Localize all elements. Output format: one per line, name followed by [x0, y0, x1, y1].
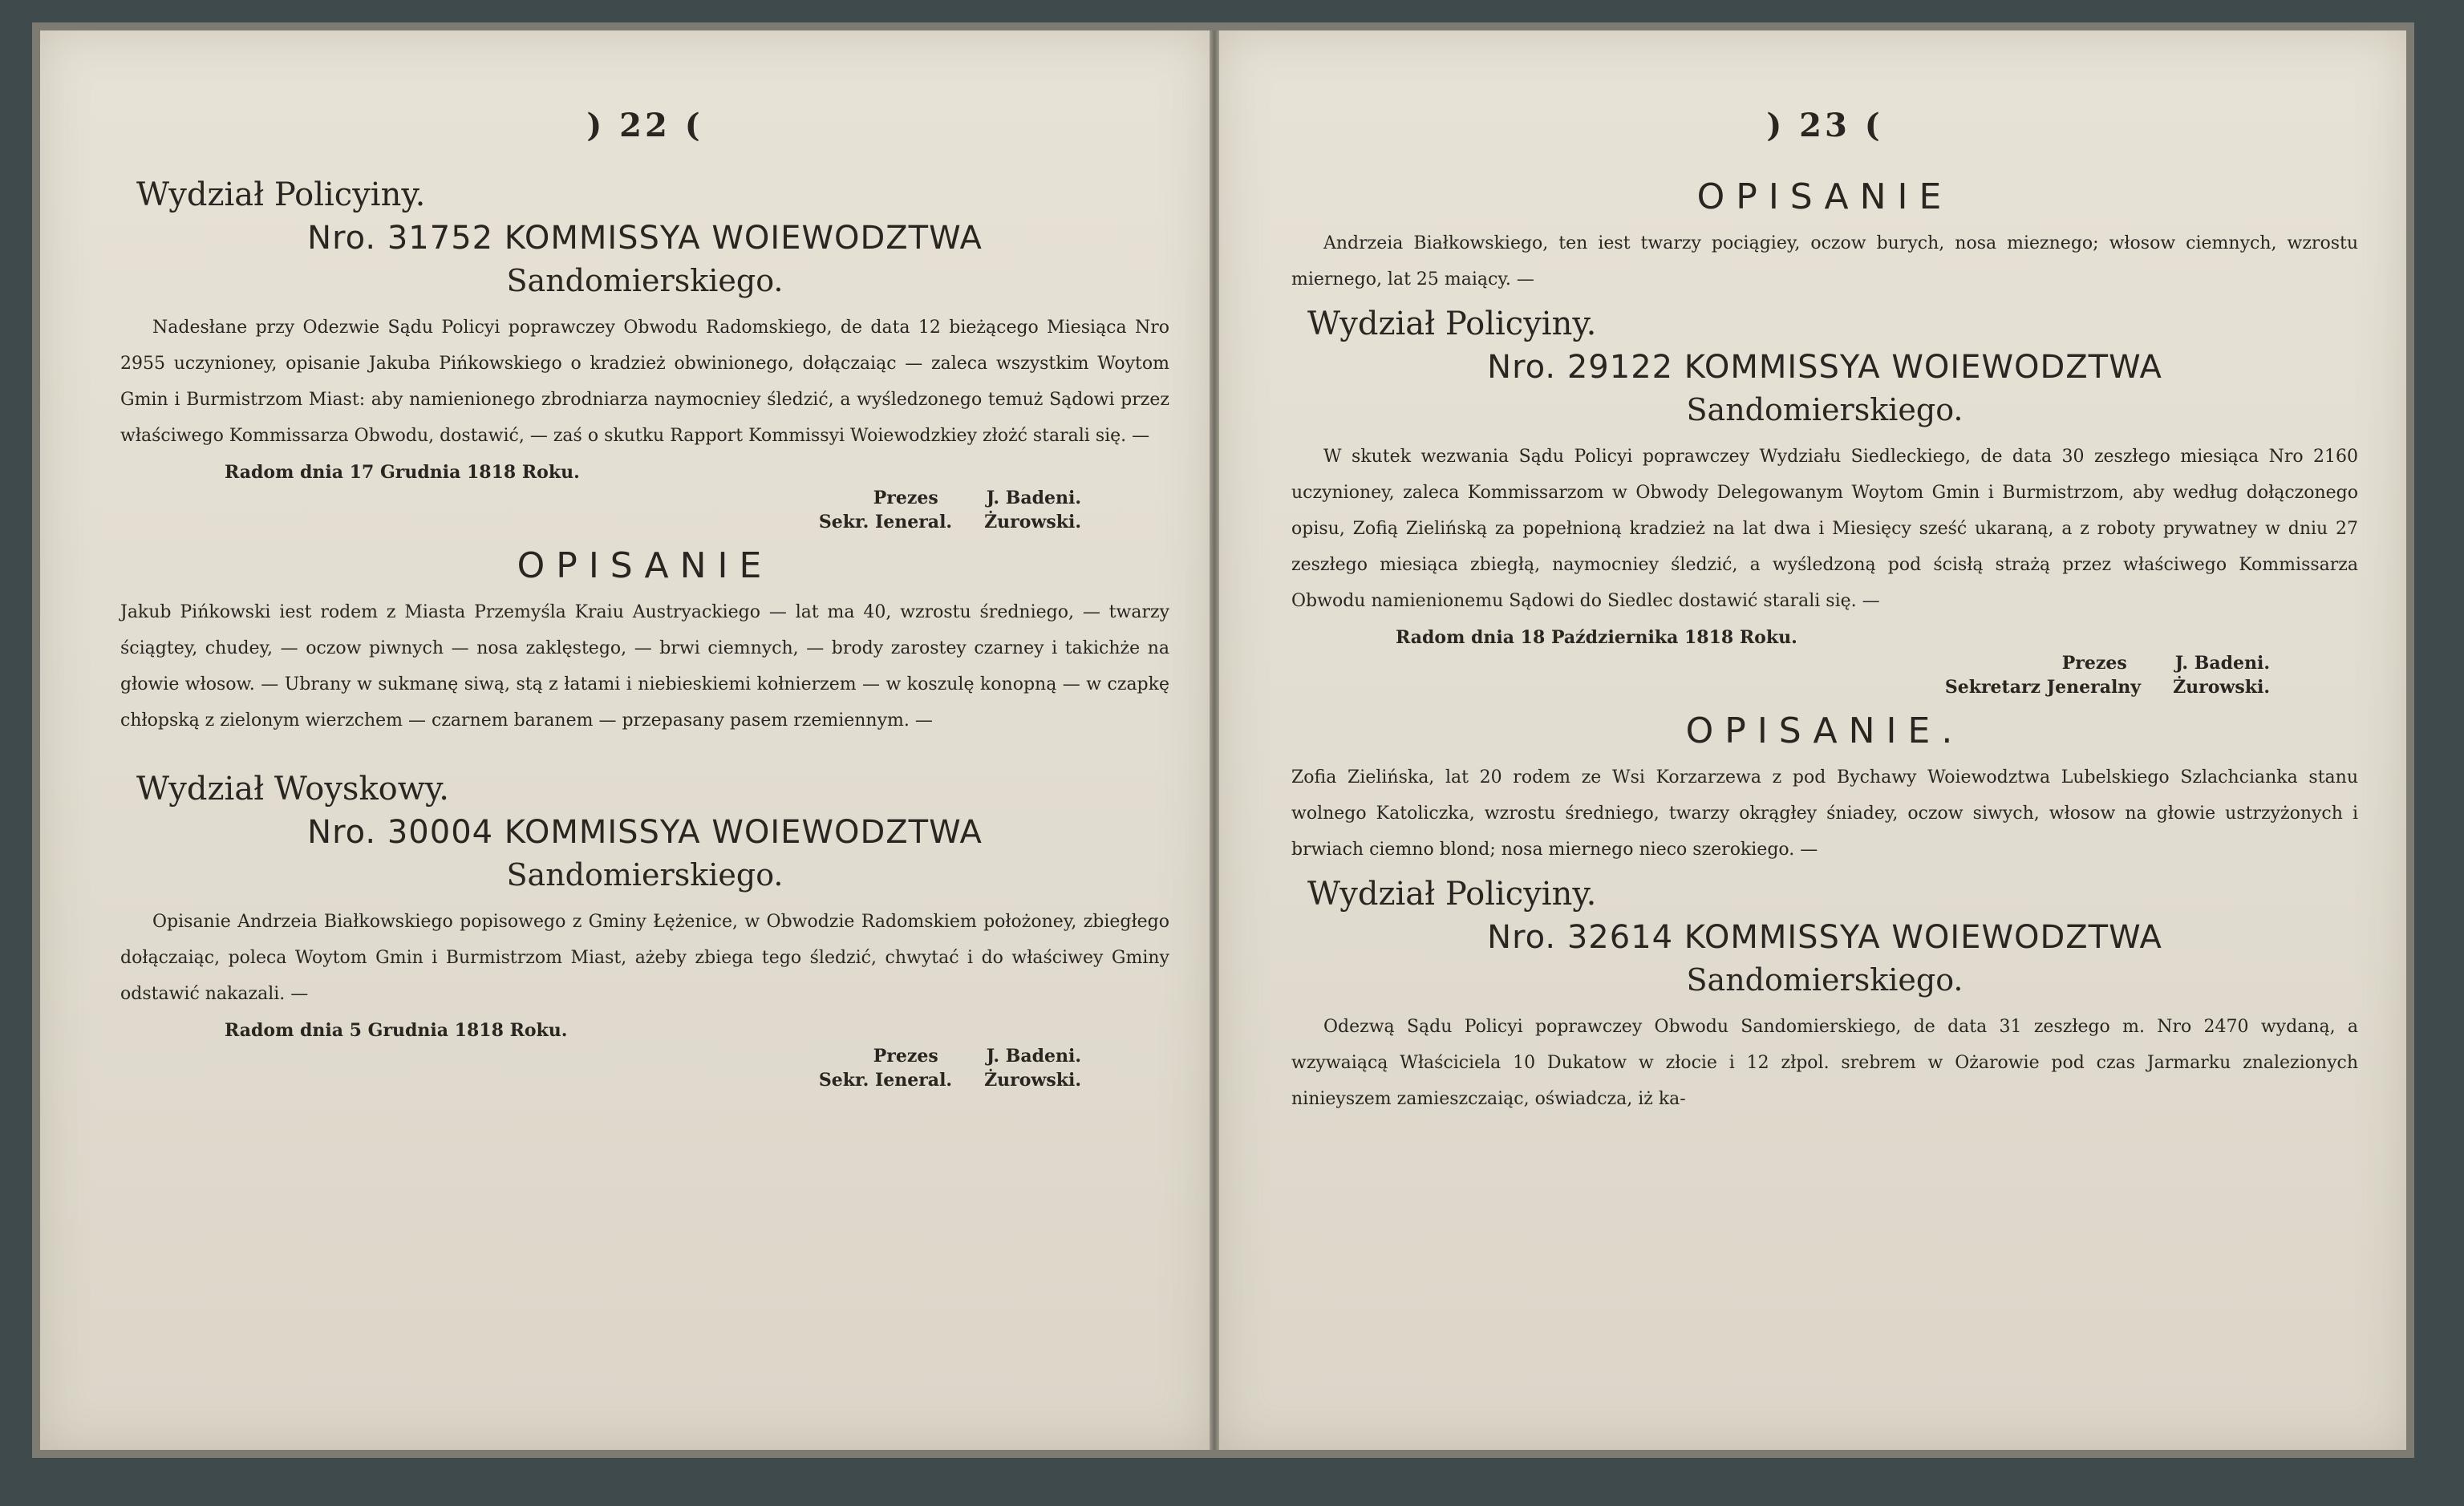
- description-body: Andrzeia Białkowskiego, ten iest twarzy pociągiey, oczow burych, nosa mieznego; włosow ciemnych, wzrostu miernego, lat 25 maiący. —: [1291, 233, 2358, 289]
- department-title: Wydział Policyiny.: [136, 176, 426, 213]
- signature-secretary: Sekr. Ieneral. Żurowski.: [818, 512, 1081, 532]
- notice-body: Opisanie Andrzeia Białkowskiego popisowego z Gminy Łężenice, w Obwodzie Radomskiem położoney, zbiegłego dołączaiąc, poleca Woytom Gmin i Burmistrzom Miast, ażeby zbiega tego śledzić, chwytać i do właściwey Gminy odstawić nakazali. —: [120, 912, 1169, 1004]
- region-name: Sandomierskiego.: [1686, 962, 1964, 998]
- description-heading: OPISANIE: [517, 545, 773, 586]
- description-heading: OPISANIE.: [1685, 710, 1964, 751]
- left-page-content: [120, 107, 1169, 1091]
- book-spread: [32, 22, 2414, 1458]
- right-page: [1219, 30, 2406, 1450]
- description-heading: OPISANIE: [1696, 176, 1953, 217]
- signature-president: Prezes J. Badeni.: [873, 488, 1081, 508]
- department-title: Wydział Policyiny.: [1307, 876, 1597, 913]
- place-date: Radom dnia 5 Grudnia 1818 Roku.: [225, 1020, 568, 1041]
- place-date: Radom dnia 18 Października 1818 Roku.: [1396, 627, 1797, 648]
- right-page-content: [1291, 107, 2358, 1117]
- notice-number: Nro. 30004 KOMMISSYA WOIEWODZTWA: [307, 814, 983, 851]
- signature-secretary: Sekr. Ieneral. Żurowski.: [818, 1070, 1081, 1091]
- department-title: Wydział Policyiny.: [1307, 306, 1597, 342]
- region-name: Sandomierskiego.: [506, 263, 784, 298]
- notice-number: Nro. 31752 KOMMISSYA WOIEWODZTWA: [307, 220, 983, 257]
- description-body: Zofia Zielińska, lat 20 rodem ze Wsi Korzarzewa z pod Bychawy Woiewodztwa Lubelskiego Szlachcianka stanu wolnego Katoliczka, wzrostu średniego, twarzy okrągłey śniadey, oczow siwych, włosow na głowie ustrzyżonych i brwiach ciemno blond; nosa miernego nieco szerokiego. —: [1291, 767, 2358, 860]
- region-name: Sandomierskiego.: [1686, 392, 1964, 427]
- region-name: Sandomierskiego.: [506, 857, 784, 893]
- notice-body: Nadesłane przy Odezwie Sądu Policyi poprawczey Obwodu Radomskiego, de data 12 bieżącego Miesiąca Nro 2955 uczynioney, opisanie Jakuba Pińkowskiego o kradzież obwinionego, dołączaiąc — zaleca wszystkim Woytom Gmin i Burmistrzom Miast: aby namienionego zbrodniarza naymocniey śledzić, a wyśledzonego temuż Sądowi przez właściwego Kommissarza Obwodu, dostawić, — zaś o skutku Rapport Kommissyi Woiewodzkiey złożć starali się. —: [120, 318, 1169, 446]
- signature-secretary: Sekretarz Jeneralny Żurowski.: [1944, 677, 2270, 698]
- notice-body: W skutek wezwania Sądu Policyi poprawczey Wydziału Siedleckiego, de data 30 zeszłego miesiąca Nro 2160 uczynioney, zaleca Kommissarzom w Obwody Delegowanym Woytom Gmin i Burmistrzom, aby według dołączonego opisu, Zofią Zielińską za popełnioną kradzież na lat dwa i Miesięcy sześć ukaraną, a z roboty prywatney w dniu 27 zeszłego miesiąca zbiegłą, naymocniey śledzić, a wyśledzoną pod ścisłą strażą przez właściwego Kommissarza Obwodu namienionemu Sądowi do Siedlec dostawić starali się. —: [1291, 447, 2358, 611]
- notice-number: Nro. 29122 KOMMISSYA WOIEWODZTWA: [1487, 349, 2162, 386]
- department-title: Wydział Woyskowy.: [136, 771, 449, 808]
- left-page: [40, 30, 1210, 1450]
- signature-president: Prezes J. Badeni.: [2061, 653, 2270, 674]
- place-date: Radom dnia 17 Grudnia 1818 Roku.: [225, 462, 580, 483]
- page-number: ) 22 (: [586, 107, 703, 144]
- notice-number: Nro. 32614 KOMMISSYA WOIEWODZTWA: [1487, 919, 2162, 956]
- description-body: Jakub Pińkowski iest rodem z Miasta Przemyśla Kraiu Austryackiego — lat ma 40, wzrostu średniego, — twarzy ściągtey, chudey, — oczow piwnych — nosa zaklęstego, — brwi ciemnych, — brody zarostey czarney i takichże na głowie włosow. — Ubrany w sukmanę siwą, stą z łatami i niebieskiemi kołnierzem — w koszulę konopną — w czapkę chłopską z zielonym wierzchem — czarnem baranem — przepasany pasem rzemiennym. —: [120, 602, 1169, 731]
- notice-body: Odezwą Sądu Policyi poprawczey Obwodu Sandomierskiego, de data 31 zeszłego m. Nro 2470 wydaną, a wzywaiącą Właściciela 10 Dukatow w złocie i 12 złpol. srebrem w Ożarowie pod czas Jarmarku znalezionych ninieyszem zamieszczaiąc, oświadcza, iż ka-: [1291, 1017, 2358, 1109]
- signature-president: Prezes J. Badeni.: [873, 1046, 1081, 1067]
- book-gutter: [1210, 30, 1219, 1450]
- page-number: ) 23 (: [1766, 107, 1883, 144]
